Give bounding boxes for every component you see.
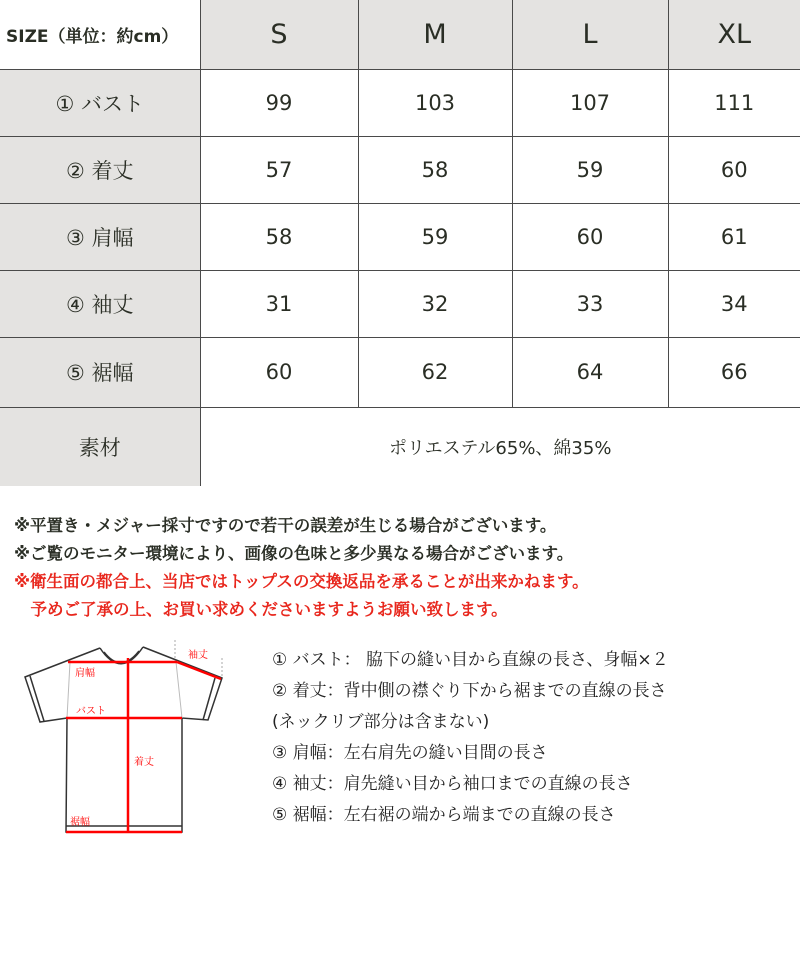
cell: 58 <box>200 203 358 270</box>
warning-note: ※衛生面の都合上、当店ではトップスの交換返品を承ることが出来かねます。 <box>14 572 589 591</box>
cell: 57 <box>200 136 358 203</box>
bust-label: バスト <box>76 706 106 717</box>
table-row <box>0 203 800 270</box>
size-unit-header: SIZE（単位：約cm） <box>0 0 200 69</box>
description-line: ① バスト： 脇下の縫い目から直線の長さ、身幅×２ <box>272 650 669 670</box>
description-line: ⑤ 裾幅：左右裾の端から端までの直線の長さ <box>272 805 616 825</box>
material-row <box>0 407 800 486</box>
cell: 99 <box>200 69 358 136</box>
sleeve-cuff <box>30 676 215 721</box>
size-header-m: M <box>358 0 512 69</box>
description-line: ② 着丈：背中側の襟ぐり下から裾までの直線の長さ <box>272 681 667 701</box>
size-header-xl: XL <box>668 0 800 69</box>
row-label: ③ 肩幅 <box>0 203 200 270</box>
measurement-descriptions <box>272 645 669 831</box>
row-label: ④ 袖丈 <box>0 270 200 337</box>
cell: 60 <box>668 136 800 203</box>
row-label: ⑤ 裾幅 <box>0 337 200 407</box>
length-label: 着丈 <box>134 757 154 768</box>
cell: 107 <box>512 69 668 136</box>
cell: 59 <box>512 136 668 203</box>
cell: 32 <box>358 270 512 337</box>
sleeve-label: 袖丈 <box>188 650 208 661</box>
cell: 34 <box>668 270 800 337</box>
cell: 64 <box>512 337 668 407</box>
row-label: ① バスト <box>0 69 200 136</box>
size-header-s: S <box>200 0 358 69</box>
cell: 58 <box>358 136 512 203</box>
sleeve-measure <box>177 662 221 679</box>
shoulder-label: 肩幅 <box>75 668 95 679</box>
table-row <box>0 270 800 337</box>
cell: 62 <box>358 337 512 407</box>
table-row <box>0 69 800 136</box>
cell: 61 <box>668 203 800 270</box>
cell: 33 <box>512 270 668 337</box>
table-row <box>0 136 800 203</box>
tshirt-outline <box>25 647 222 832</box>
warning-note: 予めご了承の上、お買い求めくださいますようお願い致します。 <box>14 600 508 619</box>
cell: 59 <box>358 203 512 270</box>
tshirt-diagram <box>0 630 260 850</box>
row-label: ② 着丈 <box>0 136 200 203</box>
notes <box>14 512 589 624</box>
hem-label: 裾幅 <box>70 817 90 828</box>
cell: 66 <box>668 337 800 407</box>
cell: 31 <box>200 270 358 337</box>
material-value: ポリエステル65%、綿35% <box>200 407 800 486</box>
size-header-l: L <box>512 0 668 69</box>
cell: 111 <box>668 69 800 136</box>
note: ※ご覧のモニター環境により、画像の色味と多少異なる場合がございます。 <box>14 544 574 563</box>
description-line: ③ 肩幅：左右肩先の縫い目間の長さ <box>272 743 548 763</box>
cell: 60 <box>200 337 358 407</box>
description-line: ④ 袖丈：肩先縫い目から袖口までの直線の長さ <box>272 774 633 794</box>
note: ※平置き・メジャー採寸ですので若干の誤差が生じる場合がございます。 <box>14 516 557 535</box>
cell: 103 <box>358 69 512 136</box>
material-label: 素材 <box>0 407 200 486</box>
description-line: (ネックリブ部分は含まない) <box>272 712 490 732</box>
cell: 60 <box>512 203 668 270</box>
table-row <box>0 337 800 407</box>
